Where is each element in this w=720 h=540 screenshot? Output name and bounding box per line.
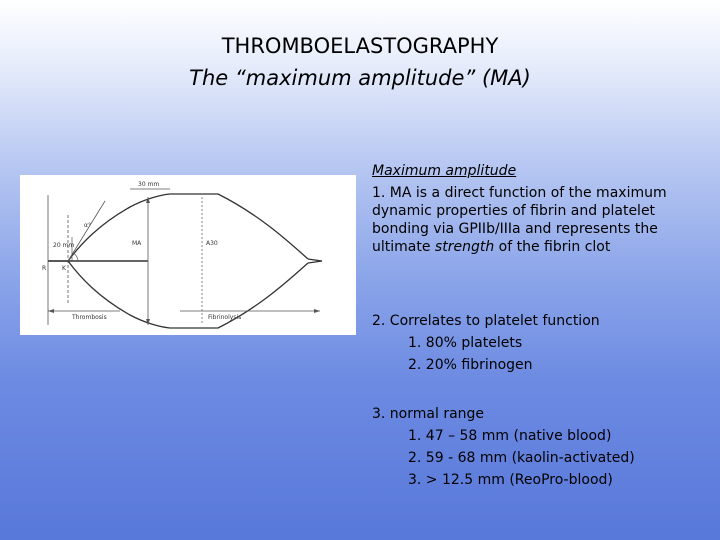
point-2-list — [372, 310, 600, 376]
point-1-prefix: 1. MA is a direct function of the maximum dynamic properties of fibrin and platelet bonding via GPIIb/IIIa and represents the ultimate — [372, 185, 667, 255]
list-item: 3. > 12.5 mm (ReoPro-blood) — [408, 472, 613, 488]
angle-label: α° — [84, 222, 91, 229]
30mm-label: 30 mm — [138, 181, 160, 188]
list-item: 2. 59 - 68 mm (kaolin-activated) — [408, 450, 635, 466]
thrombosis-label: Thrombosis — [72, 314, 107, 321]
point-3-text: 3. normal range — [372, 406, 485, 422]
list-item: 1. 47 – 58 mm (native blood) — [408, 428, 612, 444]
r-label: R — [42, 265, 47, 272]
angle-line — [68, 201, 105, 261]
point-2-text: 2. Correlates to platelet function — [372, 313, 600, 329]
point-1-suffix: of the fibrin clot — [494, 239, 611, 255]
list-item: 1. 80% platelets — [408, 335, 523, 351]
slide-title: THROMBOELASTOGRAPHY — [221, 34, 499, 58]
a30-label: A30 — [206, 240, 218, 247]
slide-subtitle: The “maximum amplitude” (MA) — [189, 66, 531, 90]
20mm-label: 20 mm — [53, 242, 75, 249]
fibrinolysis-label: Fibrinolysis — [208, 314, 242, 321]
thromboelastogram-figure — [20, 175, 356, 335]
ma-label: MA — [132, 240, 142, 247]
point-1-emphasis: strength — [434, 239, 495, 255]
point-3-list — [372, 403, 635, 491]
k-label: K — [62, 265, 66, 272]
thromboelastogram-trace — [20, 175, 356, 335]
section-heading: Maximum amplitude — [372, 163, 517, 179]
point-1-text — [372, 184, 712, 256]
list-item: 2. 20% fibrinogen — [408, 357, 533, 373]
